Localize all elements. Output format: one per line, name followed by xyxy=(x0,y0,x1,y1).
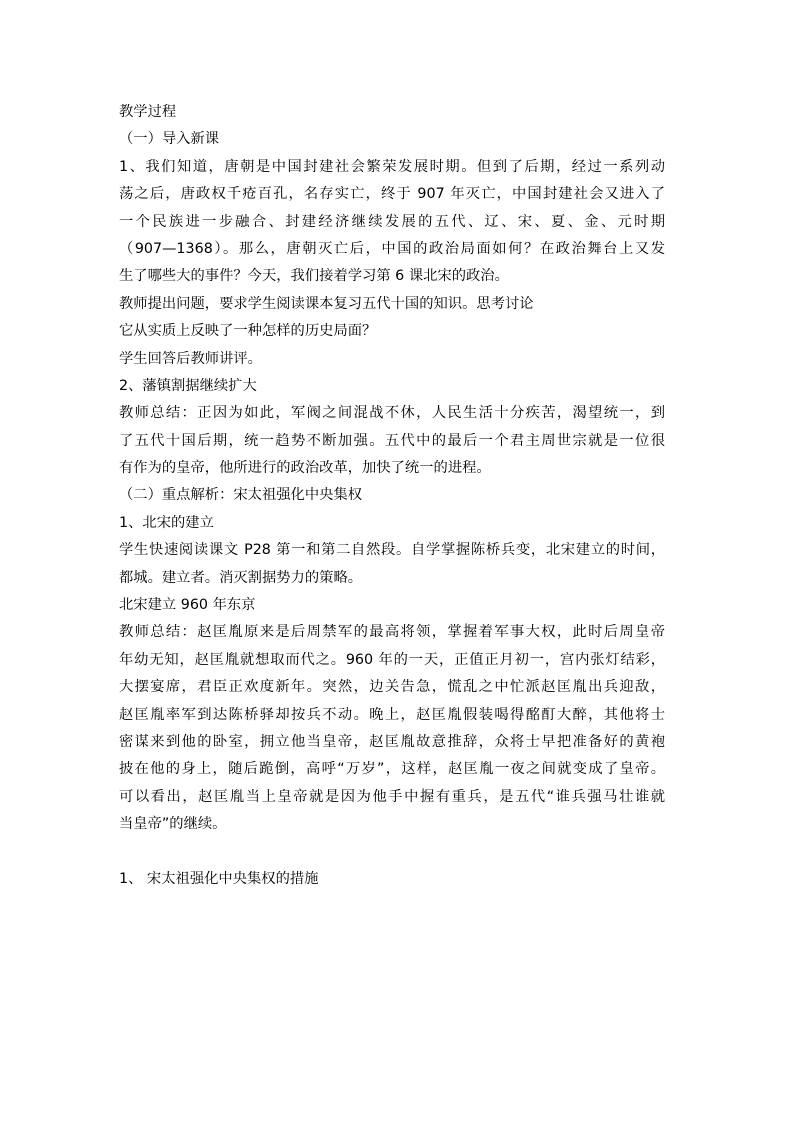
paragraph-line: 1、我们知道，唐朝是中国封建社会繁荣发展时期。但到了后期，经过一系列动 xyxy=(119,158,665,175)
paragraph-line: 一个民族进一步融合、封建经济继续发展的五代、辽、宋、夏、金、元时期 xyxy=(119,213,665,230)
paragraph-line: 北宋建立 960 年东京 xyxy=(119,597,256,614)
paragraph-line: 学生回答后教师讲评。 xyxy=(119,350,262,367)
paragraph-line: 教师总结：赵匡胤原来是后周禁军的最高将领，掌握着军事大权，此时后周皇帝 xyxy=(119,624,665,641)
paragraph-line: 它从实质上反映了一种怎样的历史局面？ xyxy=(119,323,377,340)
paragraph-line: 荡之后，唐政权千疮百孔，名存实亡，终于 907 年灭亡，中国封建社会又进入了 xyxy=(119,186,665,203)
paragraph-line: 大摆宴席，君臣正欢度新年。突然，边关告急，慌乱之中忙派赵匡胤出兵迎敌， xyxy=(119,679,665,696)
paragraph-line: 学生快速阅读课文 P28 第一和第二自然段。自学掌握陈桥兵变，北宋建立的时间， xyxy=(119,542,665,559)
paragraph-line: 教师总结：正因为如此，军阀之间混战不休，人民生活十分疾苦，渴望统一，到 xyxy=(119,405,665,422)
subsection-heading: 2、藩镇割据继续扩大 xyxy=(119,377,257,394)
paragraph-line: 都城。建立者。消灭割据势力的策略。 xyxy=(119,569,363,586)
section-heading: 教学过程 xyxy=(119,104,177,120)
paragraph-line: 披在他的身上，随后跪倒，高呼“万岁”，这样，赵匡胤一夜之间就变成了皇帝。 xyxy=(119,761,665,778)
paragraph-line: 了五代十国后期，统一趋势不断加强。五代中的最后一个君主周世宗就是一位很 xyxy=(119,432,665,449)
subsection-heading: 1、 宋太祖强化中央集权的措施 xyxy=(119,870,319,887)
paragraph-line: 赵匡胤率军到达陈桥驿却按兵不动。晚上，赵匡胤假装喝得酩酊大醉，其他将士 xyxy=(119,706,665,723)
subsection-heading: （一）导入新课 xyxy=(119,131,220,148)
paragraph-line: 密谋来到他的卧室，拥立他当皇帝，赵匡胤故意推辞，众将士早把准备好的黄袍 xyxy=(119,733,665,750)
paragraph-line: （907—1368）。那么，唐朝灭亡后，中国的政治局面如何？在政治舞台上又发 xyxy=(119,240,665,257)
document-body xyxy=(119,99,679,893)
paragraph-line: 生了哪些大的事件？今天，我们接着学习第 6 课北宋的政治。 xyxy=(119,268,509,285)
paragraph-line: 可以看出，赵匡胤当上皇帝就是因为他手中握有重兵，是五代“谁兵强马壮谁就 xyxy=(119,788,665,805)
paragraph-line: 年幼无知，赵匡胤就想取而代之。960 年的一天，正值正月初一，宫内张灯结彩， xyxy=(119,651,665,668)
paragraph-line: 教师提出问题，要求学生阅读课本复习五代十国的知识。思考讨论 xyxy=(119,295,534,312)
subsection-heading: （二）重点解析：宋太祖强化中央集权 xyxy=(119,487,363,504)
paragraph-line: 有作为的皇帝，他所进行的政治改革，加快了统一的进程。 xyxy=(119,460,491,477)
paragraph-line: 当皇帝”的继续。 xyxy=(119,816,227,833)
blank-line xyxy=(119,839,679,866)
subsection-heading: 1、北宋的建立 xyxy=(119,514,214,531)
